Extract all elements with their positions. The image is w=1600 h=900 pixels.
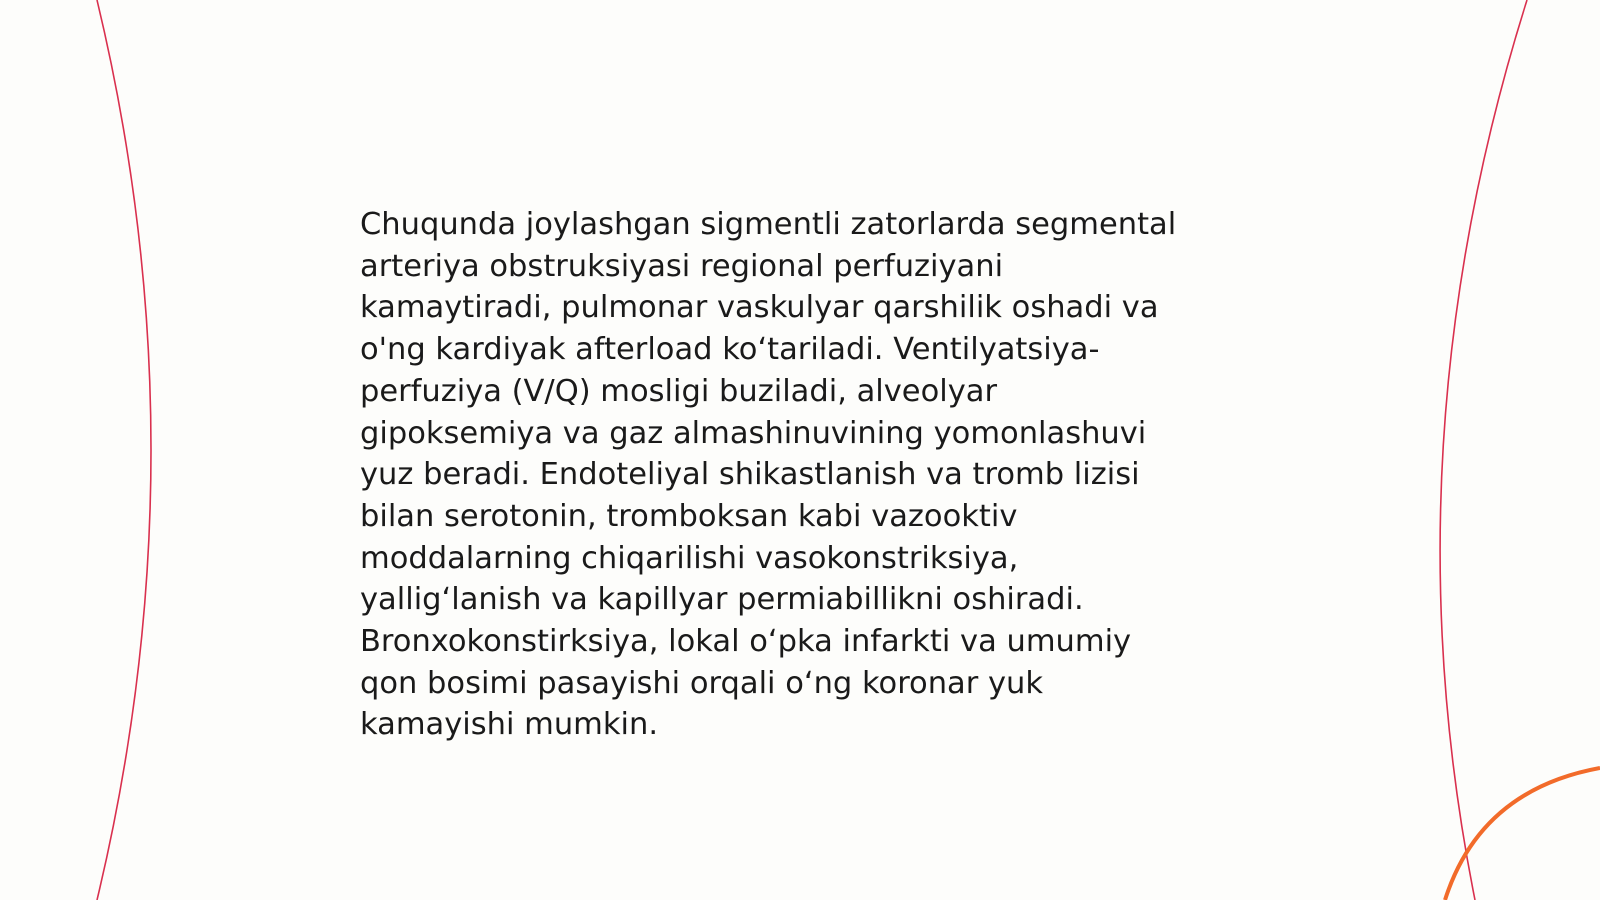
paragraph-line: Chuqunda joylashgan sigmentli zatorlarda segmental bbox=[360, 207, 1177, 242]
paragraph-line: kamayishi mumkin. bbox=[360, 707, 659, 743]
paragraph-line: o'ng kardiyak afterload ko‘tariladi. Ventilyatsiya- bbox=[360, 332, 1100, 368]
body-paragraph bbox=[360, 204, 1240, 746]
paragraph-line: qon bosimi pasayishi orqali o‘ng koronar yuk bbox=[360, 665, 1044, 701]
paragraph-line: yuz beradi. Endoteliyal shikastlanish va tromb lizisi bbox=[360, 457, 1140, 493]
paragraph-line: kamaytiradi, pulmonar vaskulyar qarshilik oshadi va bbox=[360, 290, 1159, 326]
paragraph-line: Bronxokonstirksiya, lokal o‘pka infarkti va umumiy bbox=[360, 624, 1132, 660]
paragraph-line: bilan serotonin, tromboksan kabi vazooktiv bbox=[360, 498, 1018, 534]
paragraph-line: moddalarning chiqarilishi vasokonstriksiya, bbox=[360, 540, 1019, 576]
paragraph-line: gipoksemiya va gaz almashinuvining yomonlashuvi bbox=[360, 415, 1147, 451]
paragraph-line: yallig‘lanish va kapillyar permiabillikni oshiradi. bbox=[360, 582, 1084, 618]
paragraph-line: arteriya obstruksiyasi regional perfuziyani bbox=[360, 248, 1004, 284]
right-curve-line bbox=[1440, 0, 1527, 900]
accent-arc bbox=[1445, 768, 1600, 900]
left-curve-line bbox=[97, 0, 151, 900]
paragraph-line: perfuziya (V/Q) mosligi buziladi, alveolyar bbox=[360, 373, 997, 409]
